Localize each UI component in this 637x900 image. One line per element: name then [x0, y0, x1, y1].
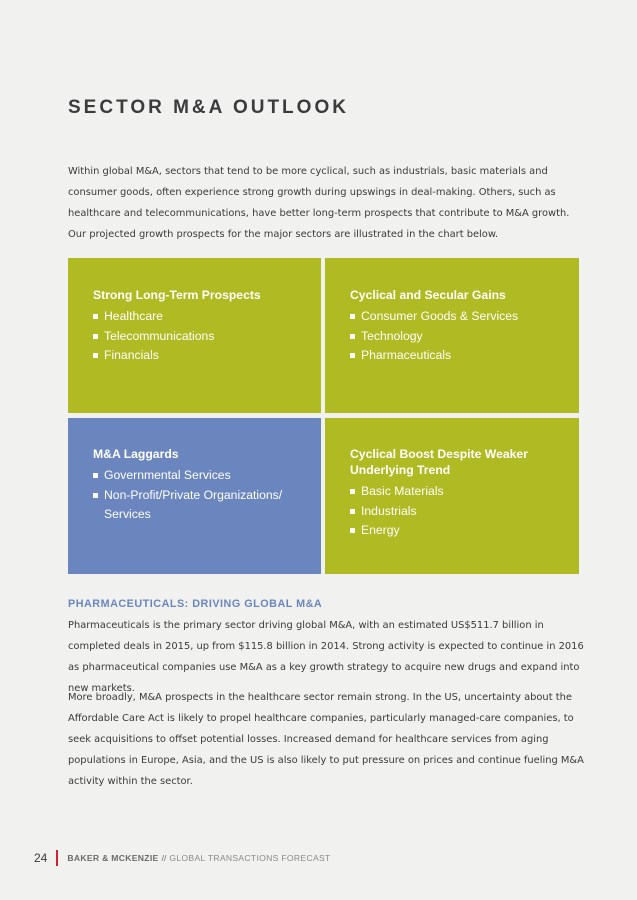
- list-item: Non-Profit/Private Organizations/ Services: [93, 486, 303, 525]
- list-item: Financials: [93, 346, 321, 366]
- quadrant-title: Strong Long-Term Prospects: [93, 288, 261, 302]
- quadrant-title: Cyclical Boost Despite Weaker Underlying Trend: [350, 447, 528, 477]
- publication-title: GLOBAL TRANSACTIONS FORECAST: [169, 853, 331, 863]
- body-paragraph: More broadly, M&A prospects in the healthcare sector remain strong. In the US, uncertainty about the Affordable Care Act is likely to propel healthcare companies, particularly managed-care companies, to seek acquisitions to offset potential losses. Increased demand for healthcare services from aging populations in Europe, Asia, and the US is also likely to put pressure on prices and continue fueling M&A activity within the sector.: [68, 692, 584, 787]
- sector-list: [93, 307, 321, 366]
- list-item: Pharmaceuticals: [350, 346, 579, 366]
- quadrant-strong-long-term: [68, 258, 321, 413]
- quadrant-cyclical-secular: [325, 258, 579, 413]
- list-item: Telecommunications: [93, 327, 321, 347]
- page-title: SECTOR M&A OUTLOOK: [68, 97, 349, 118]
- footer-divider: [56, 850, 58, 866]
- page-number: 24: [34, 851, 48, 865]
- list-item: Consumer Goods & Services: [350, 307, 579, 327]
- page-footer: [34, 849, 331, 867]
- body-paragraph: Pharmaceuticals is the primary sector driving global M&A, with an estimated US$511.7 billion in completed deals in 2015, up from $115.8 billion in 2014. Strong activity is expected to continue in 2016 as pharmaceutical companies use M&A as a key growth strategy to acquire new drugs and expand into new markets.: [68, 620, 584, 694]
- footer-separator: //: [161, 853, 167, 863]
- quadrant-cyclical-boost: [325, 418, 579, 574]
- sector-list: [350, 307, 579, 366]
- quadrant-title: Cyclical and Secular Gains: [350, 288, 506, 302]
- quadrant-title: M&A Laggards: [93, 447, 179, 461]
- section-heading: PHARMACEUTICALS: DRIVING GLOBAL M&A: [68, 598, 323, 610]
- list-item: Governmental Services: [93, 466, 303, 486]
- list-item: Healthcare: [93, 307, 321, 327]
- list-item: Basic Materials: [350, 482, 579, 502]
- firm-name: BAKER & MCKENZIE: [67, 853, 159, 863]
- sector-list: [350, 482, 579, 541]
- list-item: Technology: [350, 327, 579, 347]
- intro-paragraph: Within global M&A, sectors that tend to be more cyclical, such as industrials, basic materials and consumer goods, often experience strong growth during upswings in deal-making. Others, such as healthcare and telecommunications, have better long-term prospects that contribute to M&A growth. Our projected growth prospects for the major sectors are illustrated in the chart below.: [68, 166, 570, 240]
- sector-outlook-grid: [68, 258, 579, 574]
- list-item: Energy: [350, 521, 579, 541]
- sector-list: [93, 466, 303, 525]
- list-item: Industrials: [350, 502, 579, 522]
- quadrant-laggards: [68, 418, 321, 574]
